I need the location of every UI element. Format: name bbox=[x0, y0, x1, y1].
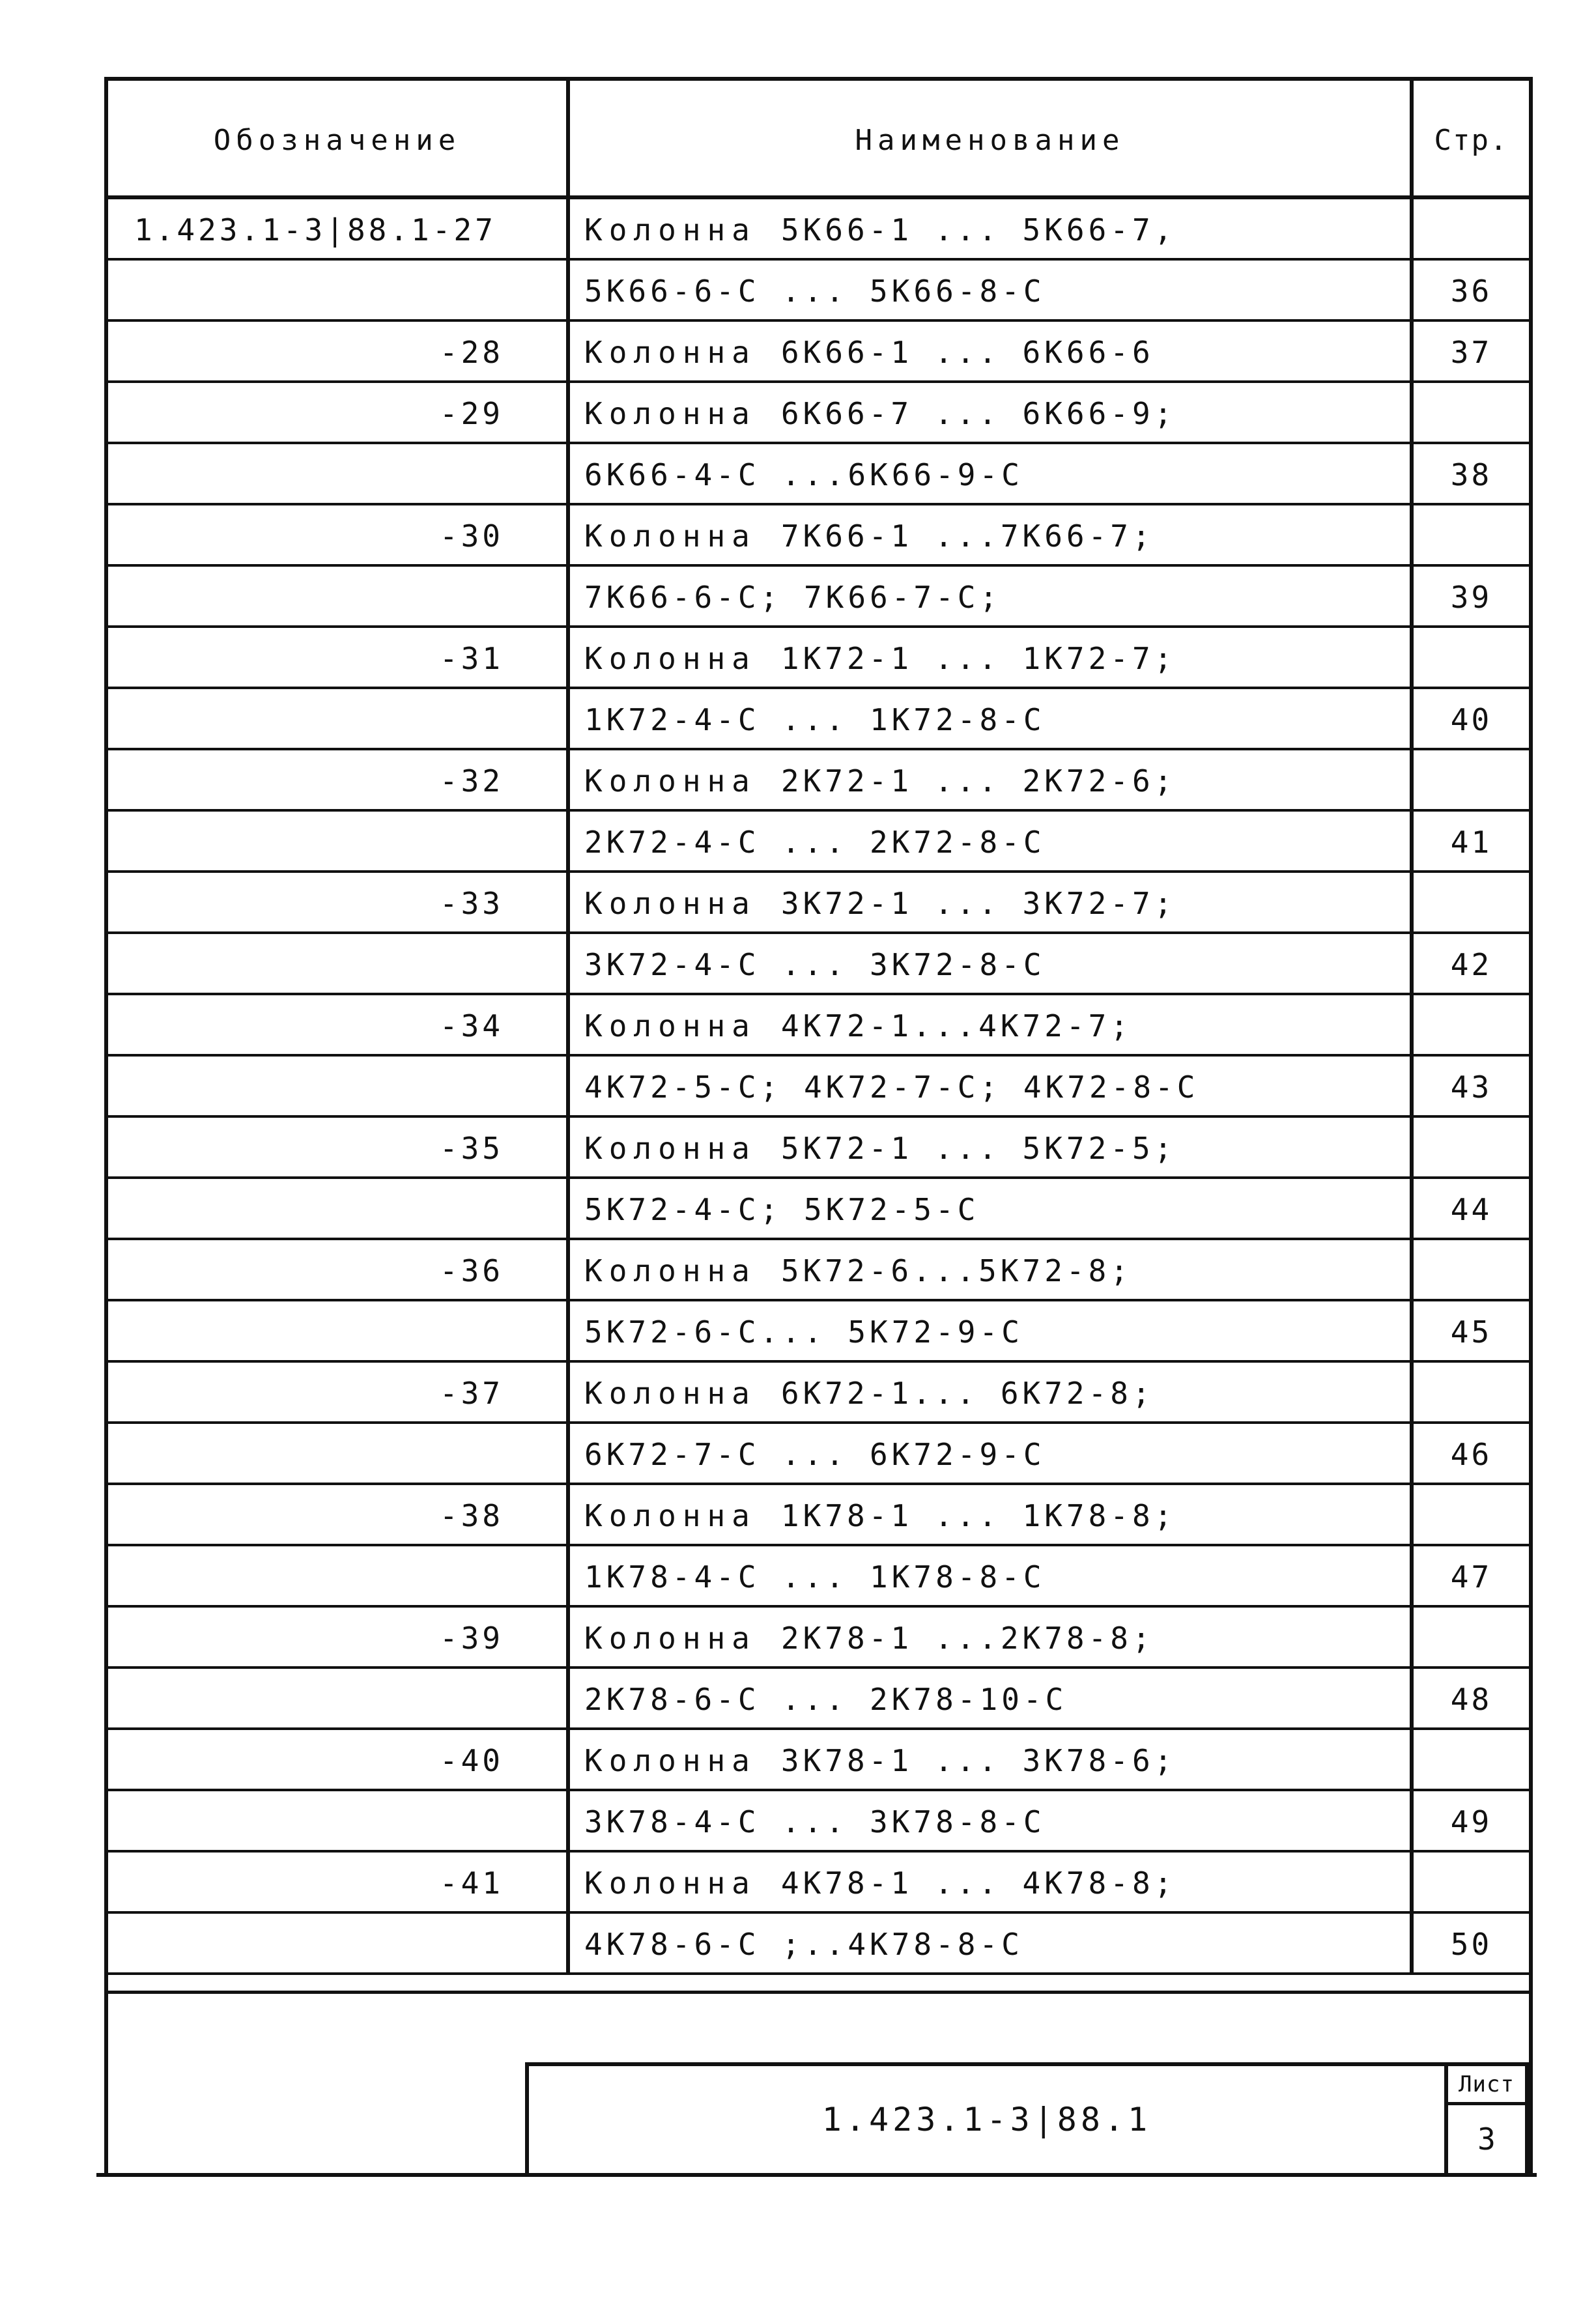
row-name bbox=[570, 873, 1414, 934]
row-name bbox=[570, 505, 1414, 567]
row-designation: -28 bbox=[108, 322, 570, 383]
table-row bbox=[108, 689, 1529, 750]
row-designation: -36 bbox=[108, 1240, 570, 1301]
row-name-marks: 2К78-6-С ... 2К78-10-С bbox=[584, 1682, 1068, 1717]
row-name bbox=[570, 812, 1414, 873]
row-page bbox=[1414, 383, 1529, 444]
row-page: 39 bbox=[1450, 580, 1492, 615]
table-row bbox=[108, 383, 1529, 444]
row-page: 42 bbox=[1450, 947, 1492, 982]
row-page bbox=[1414, 873, 1529, 934]
row-page: 49 bbox=[1450, 1804, 1492, 1839]
table-row bbox=[108, 1301, 1529, 1363]
header-name: Наименование bbox=[570, 81, 1414, 199]
row-name-marks: 4К72-5-С; 4К72-7-С; 4К72-8-С bbox=[584, 1070, 1199, 1105]
row-page bbox=[1414, 1363, 1529, 1424]
row-name-type: Колонна bbox=[584, 1498, 756, 1533]
row-name-type: Колонна bbox=[584, 1376, 756, 1411]
row-name bbox=[570, 1363, 1414, 1424]
row-name-marks: 1К78-4-С ... 1К78-8-С bbox=[584, 1559, 1046, 1595]
table-row bbox=[108, 505, 1529, 567]
row-name-marks: 6К66-1 ... 6К66-6 bbox=[780, 335, 1154, 370]
row-name bbox=[570, 1546, 1414, 1608]
row-name-marks: 6К66-7 ... 6К66-9; bbox=[780, 396, 1176, 431]
row-name bbox=[570, 1914, 1414, 1975]
row-name bbox=[570, 322, 1414, 383]
row-name bbox=[570, 1118, 1414, 1179]
row-name bbox=[570, 1057, 1414, 1118]
table-row bbox=[108, 750, 1529, 812]
row-designation bbox=[108, 934, 570, 995]
row-page bbox=[1414, 1118, 1529, 1179]
row-designation: -29 bbox=[108, 383, 570, 444]
row-designation bbox=[108, 1301, 570, 1363]
row-name-type: Колонна bbox=[584, 641, 756, 676]
row-name-marks: 4К72-1...4К72-7; bbox=[780, 1008, 1132, 1044]
row-name bbox=[570, 689, 1414, 750]
row-designation: 1.423.1-3|88.1-27 bbox=[108, 199, 570, 261]
row-name-marks: 6К72-7-С ... 6К72-9-С bbox=[584, 1437, 1046, 1472]
table-row bbox=[108, 444, 1529, 505]
row-designation bbox=[108, 444, 570, 505]
title-block-sheet-label: Лист bbox=[1448, 2066, 1525, 2105]
sheet-bottom-border bbox=[96, 2173, 1537, 2177]
row-page: 45 bbox=[1450, 1314, 1492, 1350]
row-designation: -32 bbox=[108, 750, 570, 812]
row-designation bbox=[108, 1179, 570, 1240]
table-row bbox=[108, 322, 1529, 383]
row-name-type: Колонна bbox=[584, 1866, 756, 1901]
row-name bbox=[570, 567, 1414, 628]
table-row bbox=[108, 1914, 1529, 1975]
row-page: 43 bbox=[1450, 1070, 1492, 1105]
row-page bbox=[1414, 199, 1529, 261]
row-name-marks: 4К78-1 ... 4К78-8; bbox=[780, 1866, 1176, 1901]
row-designation: -39 bbox=[108, 1608, 570, 1669]
table-row bbox=[108, 567, 1529, 628]
row-name-marks: 4К78-6-С ;..4К78-8-С bbox=[584, 1927, 1023, 1962]
row-name-marks: 3К72-4-С ... 3К72-8-С bbox=[584, 947, 1046, 982]
row-designation: -35 bbox=[108, 1118, 570, 1179]
row-page: 47 bbox=[1450, 1559, 1492, 1595]
table-row bbox=[108, 934, 1529, 995]
table-row bbox=[108, 261, 1529, 322]
row-designation bbox=[108, 1669, 570, 1730]
table-row bbox=[108, 812, 1529, 873]
row-name-marks: 6К72-1... 6К72-8; bbox=[780, 1376, 1154, 1411]
table-row bbox=[108, 1669, 1529, 1730]
header-designation: Обозначение bbox=[108, 81, 570, 199]
row-designation: -40 bbox=[108, 1730, 570, 1791]
row-designation bbox=[108, 261, 570, 322]
row-name-type: Колонна bbox=[584, 1621, 756, 1656]
row-designation: -38 bbox=[108, 1485, 570, 1546]
row-name-marks: 7К66-1 ...7К66-7; bbox=[780, 518, 1154, 554]
row-name-marks: 6К66-4-С ...6К66-9-С bbox=[584, 457, 1023, 492]
row-page: 36 bbox=[1450, 274, 1492, 309]
row-designation: -41 bbox=[108, 1853, 570, 1914]
row-designation: -33 bbox=[108, 873, 570, 934]
row-name-marks: 5К72-4-С; 5К72-5-С bbox=[584, 1192, 980, 1227]
row-designation bbox=[108, 567, 570, 628]
row-name bbox=[570, 1608, 1414, 1669]
title-block-sheet-number: 3 bbox=[1477, 2122, 1496, 2157]
row-name-type: Колонна bbox=[584, 335, 756, 370]
row-page bbox=[1414, 995, 1529, 1057]
row-page: 46 bbox=[1450, 1437, 1492, 1472]
table-row bbox=[108, 1363, 1529, 1424]
row-designation bbox=[108, 1057, 570, 1118]
row-designation: -34 bbox=[108, 995, 570, 1057]
row-designation bbox=[108, 1914, 570, 1975]
table-row bbox=[108, 1546, 1529, 1608]
row-name-marks: 2К72-1 ... 2К72-6; bbox=[780, 763, 1176, 799]
table-row bbox=[108, 1424, 1529, 1485]
row-page bbox=[1414, 1853, 1529, 1914]
row-name-marks: 2К72-4-С ... 2К72-8-С bbox=[584, 825, 1046, 860]
row-name-marks: 2К78-1 ...2К78-8; bbox=[780, 1621, 1154, 1656]
row-divider bbox=[108, 1972, 1529, 1975]
row-page: 40 bbox=[1450, 702, 1492, 737]
row-name-marks: 1К78-1 ... 1К78-8; bbox=[780, 1498, 1176, 1533]
row-name-type: Колонна bbox=[584, 212, 756, 248]
table-header bbox=[108, 81, 1529, 199]
row-page: 50 bbox=[1450, 1927, 1492, 1962]
row-page: 41 bbox=[1450, 825, 1492, 860]
row-page bbox=[1414, 1608, 1529, 1669]
table-row bbox=[108, 1485, 1529, 1546]
row-name-type: Колонна bbox=[584, 518, 756, 554]
row-name-marks: 3К78-4-С ... 3К78-8-С bbox=[584, 1804, 1046, 1839]
row-name-type: Колонна bbox=[584, 1743, 756, 1778]
row-name bbox=[570, 1485, 1414, 1546]
row-name bbox=[570, 1301, 1414, 1363]
row-page bbox=[1414, 628, 1529, 689]
row-designation bbox=[108, 689, 570, 750]
row-name bbox=[570, 934, 1414, 995]
row-name bbox=[570, 628, 1414, 689]
row-name bbox=[570, 1669, 1414, 1730]
row-name-marks: 5К72-6-С... 5К72-9-С bbox=[584, 1314, 1023, 1350]
row-name-marks: 5К66-6-С ... 5К66-8-С bbox=[584, 274, 1046, 309]
row-name bbox=[570, 1424, 1414, 1485]
row-name-marks: 5К72-1 ... 5К72-5; bbox=[780, 1131, 1176, 1166]
row-designation: -37 bbox=[108, 1363, 570, 1424]
table-row bbox=[108, 1730, 1529, 1791]
table-row bbox=[108, 1608, 1529, 1669]
row-page bbox=[1414, 750, 1529, 812]
table-row bbox=[108, 1057, 1529, 1118]
row-name bbox=[570, 261, 1414, 322]
table-row bbox=[108, 199, 1529, 261]
table-row bbox=[108, 995, 1529, 1057]
row-name bbox=[570, 1730, 1414, 1791]
table-row bbox=[108, 1118, 1529, 1179]
row-name-marks: 3К72-1 ... 3К72-7; bbox=[780, 886, 1176, 921]
table-row bbox=[108, 1240, 1529, 1301]
row-name-type: Колонна bbox=[584, 763, 756, 799]
row-page: 37 bbox=[1450, 335, 1492, 370]
table-row bbox=[108, 1853, 1529, 1914]
row-page bbox=[1414, 505, 1529, 567]
specification-sheet bbox=[104, 77, 1533, 2176]
row-name-marks: 5К66-1 ... 5К66-7, bbox=[780, 212, 1176, 248]
row-name-type: Колонна bbox=[584, 1008, 756, 1044]
row-designation bbox=[108, 1791, 570, 1853]
row-page: 38 bbox=[1450, 457, 1492, 492]
row-name-marks: 5К72-6...5К72-8; bbox=[780, 1253, 1132, 1288]
row-name-marks: 1К72-1 ... 1К72-7; bbox=[780, 641, 1176, 676]
row-page: 44 bbox=[1450, 1192, 1492, 1227]
title-block-doc-code: 1.423.1-3|88.1 bbox=[529, 2066, 1448, 2173]
row-page bbox=[1414, 1485, 1529, 1546]
row-name-type: Колонна bbox=[584, 1131, 756, 1166]
row-name-marks: 1К72-4-С ... 1К72-8-С bbox=[584, 702, 1046, 737]
table-row bbox=[108, 628, 1529, 689]
row-name bbox=[570, 1853, 1414, 1914]
table-row bbox=[108, 873, 1529, 934]
row-designation bbox=[108, 812, 570, 873]
row-name bbox=[570, 444, 1414, 505]
row-name-type: Колонна bbox=[584, 396, 756, 431]
row-designation: -30 bbox=[108, 505, 570, 567]
row-name-marks: 3К78-1 ... 3К78-6; bbox=[780, 1743, 1176, 1778]
row-name bbox=[570, 1179, 1414, 1240]
row-designation bbox=[108, 1546, 570, 1608]
row-name bbox=[570, 750, 1414, 812]
header-page: Стр. bbox=[1434, 123, 1509, 157]
row-name bbox=[570, 1791, 1414, 1853]
row-name-marks: 7К66-6-С; 7К66-7-С; bbox=[584, 580, 1002, 615]
row-name bbox=[570, 383, 1414, 444]
table-row bbox=[108, 1179, 1529, 1240]
row-designation bbox=[108, 1424, 570, 1485]
row-page: 48 bbox=[1450, 1682, 1492, 1717]
table-row bbox=[108, 1791, 1529, 1853]
row-name bbox=[570, 1240, 1414, 1301]
row-name bbox=[570, 199, 1414, 261]
row-name bbox=[570, 995, 1414, 1057]
row-page bbox=[1414, 1240, 1529, 1301]
title-block bbox=[525, 2062, 1529, 2177]
row-page bbox=[1414, 1730, 1529, 1791]
row-designation: -31 bbox=[108, 628, 570, 689]
row-name-type: Колонна bbox=[584, 886, 756, 921]
row-name-type: Колонна bbox=[584, 1253, 756, 1288]
